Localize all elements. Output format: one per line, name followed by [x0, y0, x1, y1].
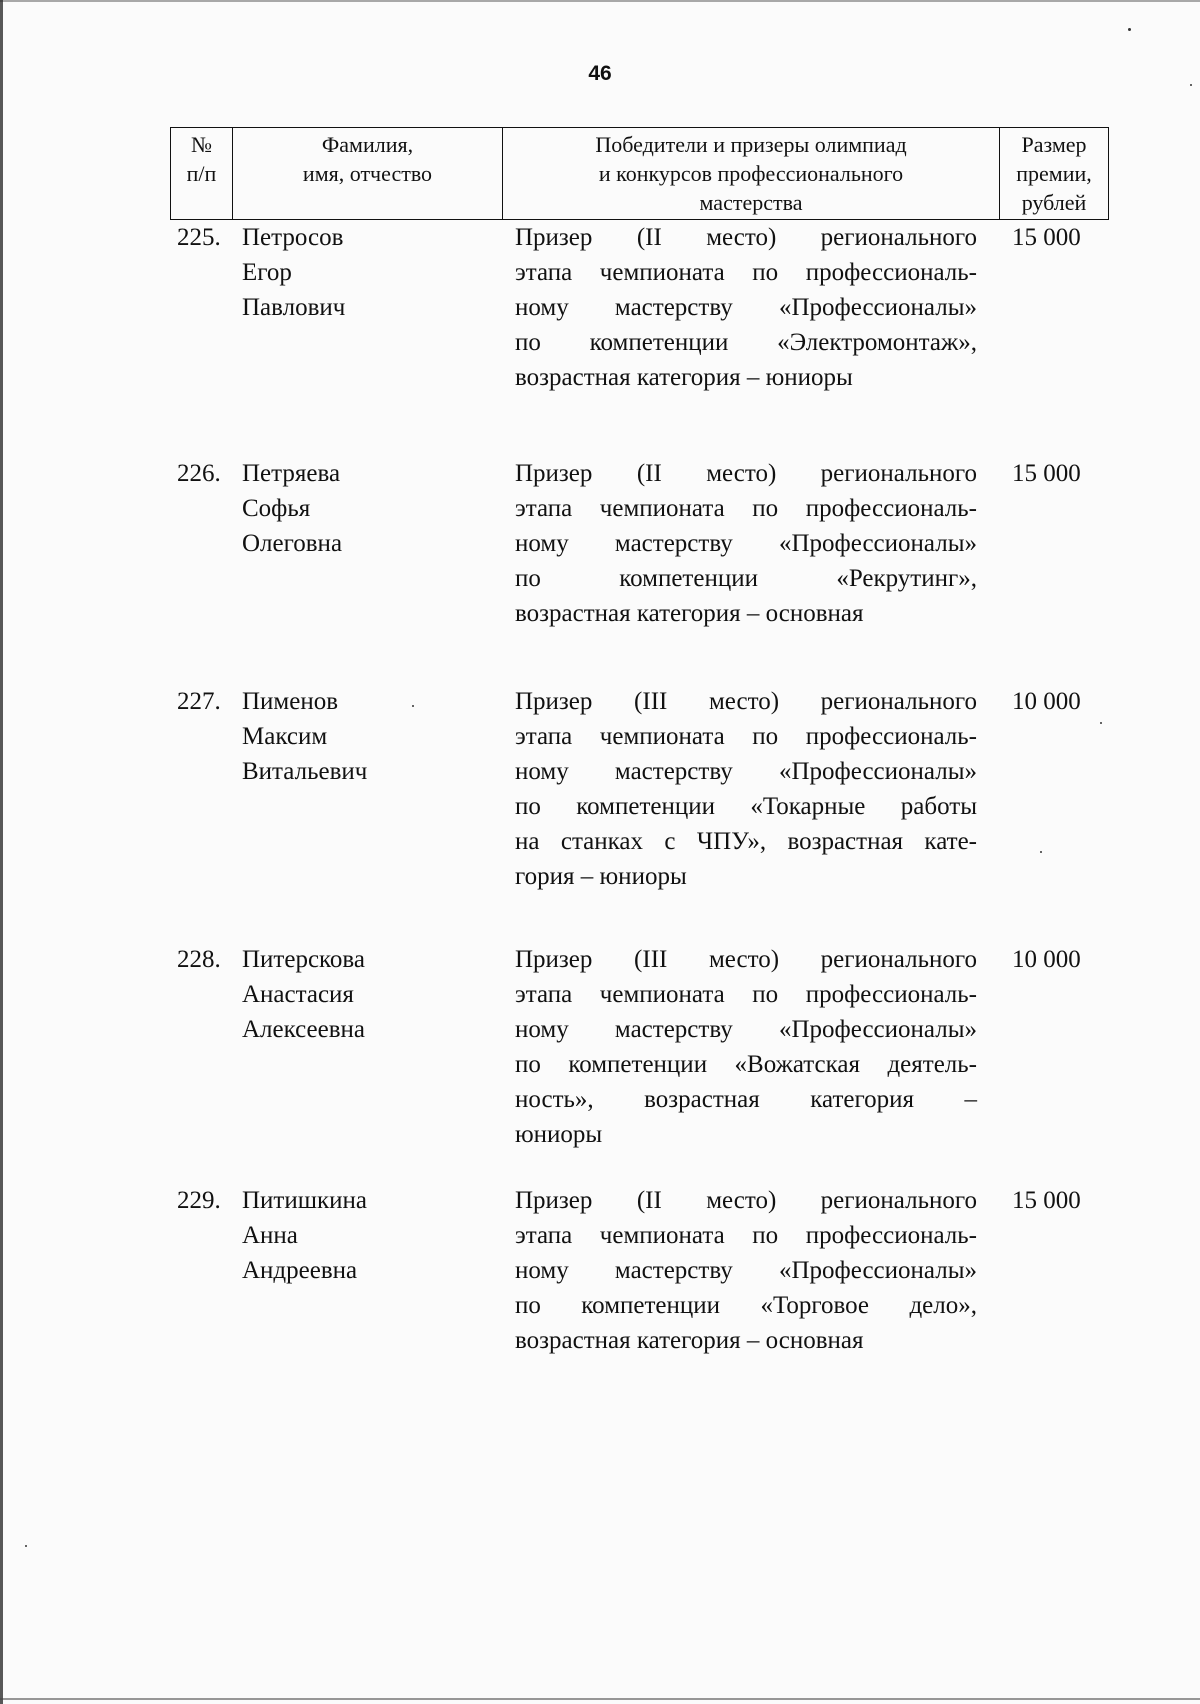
- description-line: по компетенции «Торговое дело»,: [515, 1292, 977, 1319]
- description-line: Призер (II место) регионального: [515, 460, 977, 487]
- description-line: возрастная категория – юниоры: [515, 364, 853, 391]
- description-line: ность», возрастная категория –: [515, 1086, 977, 1113]
- surname: Петряева: [242, 460, 341, 487]
- scan-speck: [1128, 28, 1131, 31]
- achievement-description: [515, 456, 977, 631]
- first-name: Анастасия: [242, 981, 354, 1008]
- description-line: по компетенции «Вожатская деятель-: [515, 1051, 977, 1078]
- description-line: по компетенции «Токарные работы: [515, 793, 977, 820]
- prize-amount: 10 000: [1012, 688, 1081, 715]
- description-line: возрастная категория – основная: [515, 600, 864, 627]
- header-num-line: п/п: [186, 161, 217, 186]
- prize-amount: 15 000: [1012, 1187, 1081, 1214]
- surname: Питерскова: [242, 946, 365, 973]
- scan-speck: [1040, 851, 1042, 853]
- description-line: ному мастерству «Профессионалы»: [515, 758, 977, 785]
- description-line: по компетенции «Электромонтаж»,: [515, 329, 977, 356]
- scan-edge-bottom: [0, 1698, 1200, 1700]
- prize-amount: 15 000: [1012, 224, 1081, 251]
- description-line: юниоры: [515, 1121, 603, 1148]
- description-line: этапа чемпионата по профессиональ-: [515, 723, 977, 750]
- header-desc-line: мастерства: [699, 190, 803, 215]
- description-line: этапа чемпионата по профессиональ-: [515, 495, 977, 522]
- description-line: Призер (II место) регионального: [515, 1187, 977, 1214]
- scan-speck: [1100, 722, 1102, 724]
- scan-edge-left: [0, 0, 3, 1704]
- scan-edge-top: [0, 0, 1200, 2]
- header-desc-cell: [503, 128, 1000, 219]
- recipient-name: [242, 942, 492, 1047]
- header-amount-cell: [1000, 128, 1108, 219]
- header-name-line: Фамилия,: [321, 132, 414, 157]
- first-name: Софья: [242, 495, 311, 522]
- header-amount-line: премии,: [1016, 161, 1092, 186]
- description-line: ному мастерству «Профессионалы»: [515, 1016, 977, 1043]
- description-line: Призер (II место) регионального: [515, 224, 977, 251]
- description-line: этапа чемпионата по профессиональ-: [515, 259, 977, 286]
- row-number: 227.: [177, 688, 221, 715]
- description-line: по компетенции «Рекрутинг»,: [515, 565, 977, 592]
- row-number: 226.: [177, 460, 221, 487]
- scan-speck: [25, 1545, 27, 1547]
- surname: Питишкина: [242, 1187, 367, 1214]
- patronymic: Олеговна: [242, 530, 343, 557]
- first-name: Егор: [242, 259, 292, 286]
- achievement-description: [515, 1183, 977, 1358]
- description-line: возрастная категория – основная: [515, 1327, 864, 1354]
- surname: Петросов: [242, 224, 344, 251]
- patronymic: Андреевна: [242, 1257, 358, 1284]
- prize-amount: 15 000: [1012, 460, 1081, 487]
- row-number: 225.: [177, 224, 221, 251]
- description-line: Призер (III место) регионального: [515, 688, 977, 715]
- header-name-line: имя, отчество: [302, 161, 433, 186]
- achievement-description: [515, 942, 977, 1152]
- description-line: гория – юниоры: [515, 863, 687, 890]
- page-number: 46: [588, 62, 612, 85]
- description-line: этапа чемпионата по профессиональ-: [515, 1222, 977, 1249]
- row-number: 228.: [177, 946, 221, 973]
- first-name: Анна: [242, 1222, 298, 1249]
- surname: Пименов: [242, 688, 339, 715]
- description-line: этапа чемпионата по профессиональ-: [515, 981, 977, 1008]
- recipient-name: [242, 1183, 492, 1288]
- header-num-cell: [171, 128, 233, 219]
- description-line: на станках с ЧПУ», возрастная кате-: [515, 828, 977, 855]
- first-name: Максим: [242, 723, 328, 750]
- header-amount-line: рублей: [1021, 190, 1087, 215]
- achievement-description: [515, 220, 977, 395]
- header-amount-line: Размер: [1021, 132, 1087, 157]
- prize-amount: 10 000: [1012, 946, 1081, 973]
- header-num-line: №: [191, 132, 212, 157]
- description-line: Призер (III место) регионального: [515, 946, 977, 973]
- patronymic: Алексеевна: [242, 1016, 366, 1043]
- description-line: ному мастерству «Профессионалы»: [515, 294, 977, 321]
- description-line: ному мастерству «Профессионалы»: [515, 530, 977, 557]
- header-name-cell: [233, 128, 503, 219]
- header-desc-line: и конкурсов профессионального: [598, 161, 904, 186]
- recipient-name: [242, 220, 492, 325]
- row-number: 229.: [177, 1187, 221, 1214]
- header-desc-line: Победители и призеры олимпиад: [595, 132, 907, 157]
- achievement-description: [515, 684, 977, 894]
- description-line: ному мастерству «Профессионалы»: [515, 1257, 977, 1284]
- patronymic: Витальевич: [242, 758, 368, 785]
- patronymic: Павлович: [242, 294, 346, 321]
- recipient-name: [242, 456, 492, 561]
- table-header: [170, 127, 1109, 220]
- recipient-name: [242, 684, 492, 789]
